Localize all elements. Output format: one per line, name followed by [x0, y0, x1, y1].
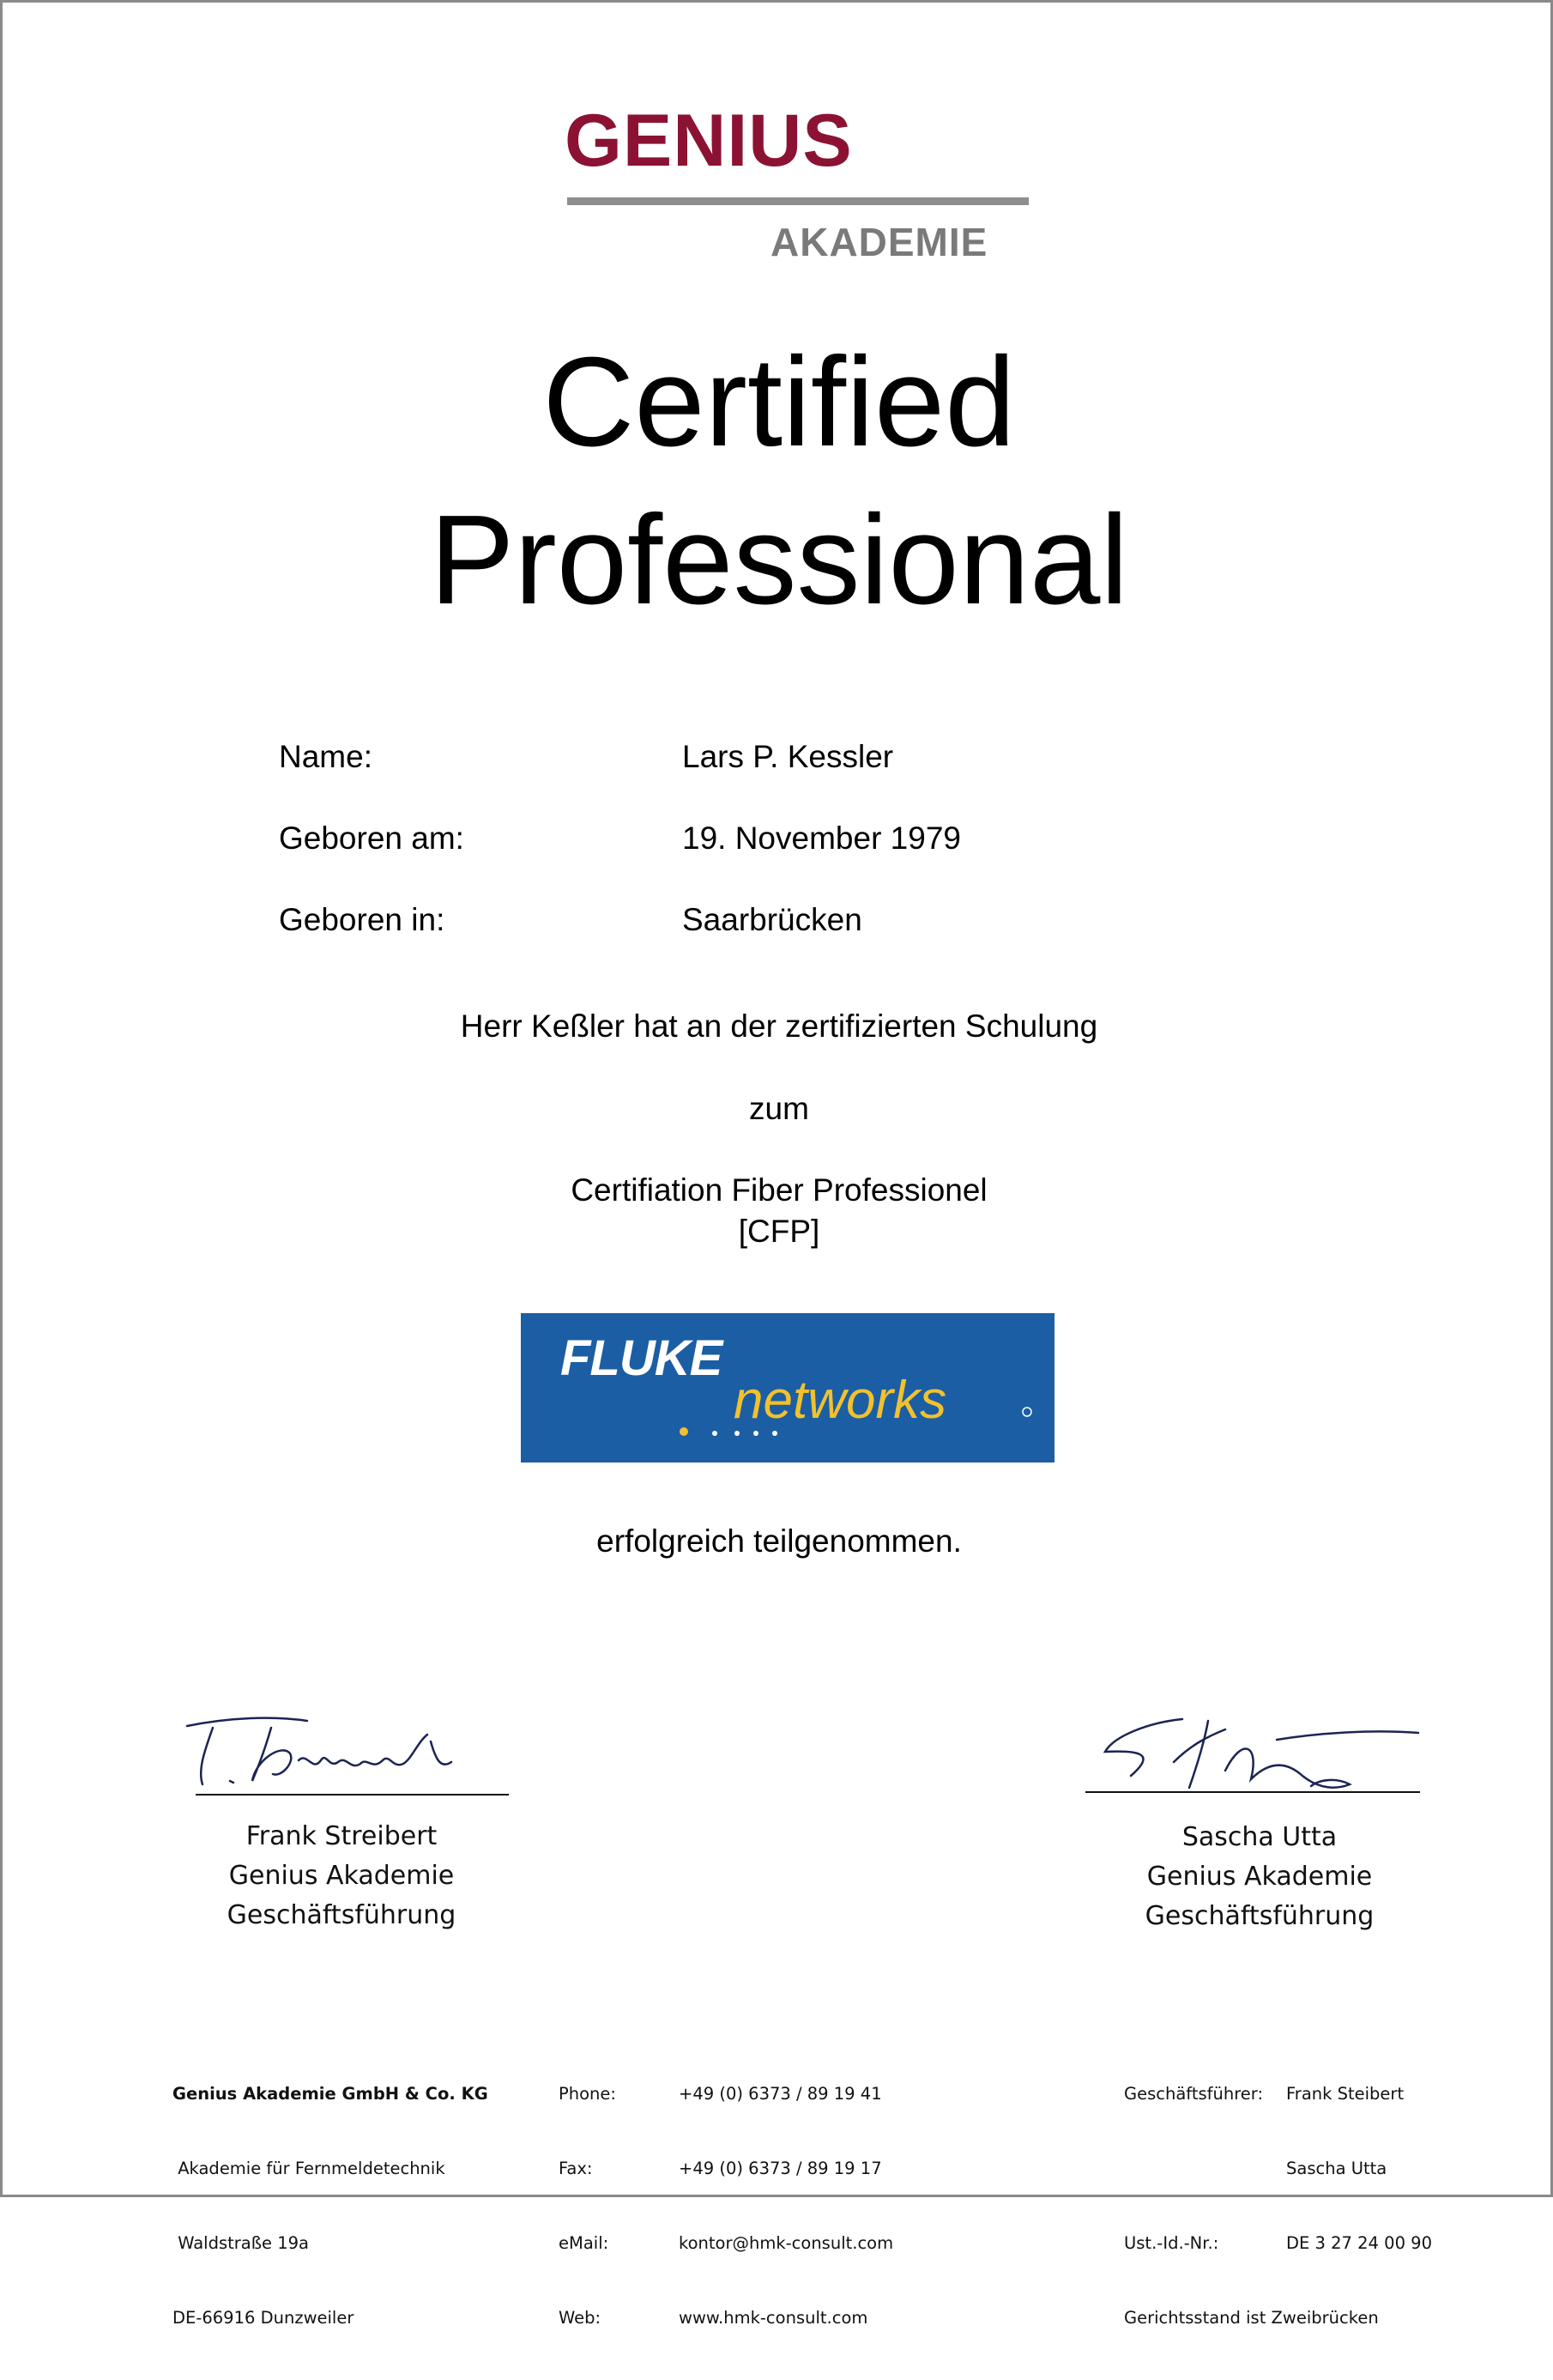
- footer-company: [172, 2032, 488, 2380]
- signatory-1-org: Genius Akademie: [228, 1861, 455, 1891]
- logo-dot-icon: [753, 1431, 758, 1436]
- signatory-2-block: [1109, 1818, 1410, 1936]
- footer-web-value[interactable]: www.hmk-consult.com: [679, 2308, 868, 2328]
- closing-text: erfolgreich teilgenommen.: [596, 1523, 962, 1559]
- fluke-networks-logo: [521, 1313, 1054, 1463]
- course-name: Certifiation Fiber Professionel: [571, 1172, 988, 1208]
- footer-company-line-2: Akademie für Fernmeldetechnik: [172, 2159, 445, 2178]
- logo-divider: [567, 197, 1029, 205]
- birthdate-value: 19. November 1979: [682, 821, 961, 856]
- birthplace-label: Geboren in:: [279, 902, 445, 937]
- signatory-1-role: Geschäftsführung: [227, 1900, 456, 1930]
- footer-legal-values: [1286, 2032, 1432, 2305]
- signatory-1-block: [200, 1817, 483, 1935]
- logo-dot-icon: [772, 1431, 777, 1436]
- fluke-logo-line-2: networks: [734, 1371, 947, 1430]
- signature-line: [1085, 1791, 1420, 1793]
- footer-company-line-4: DE-66916 Dunzweiler: [172, 2308, 354, 2328]
- connector-text: zum: [749, 1091, 809, 1126]
- birthdate-label: Geboren am:: [279, 821, 464, 856]
- fluke-networks-logo-graphic: [521, 1313, 1054, 1463]
- logo-dot-icon: [734, 1431, 740, 1436]
- logo-dot-icon: [680, 1427, 688, 1436]
- title-line-1: Certified: [542, 331, 1016, 473]
- footer-contact-labels: [559, 2032, 616, 2380]
- fluke-logo-line-1: FLUKE: [560, 1330, 722, 1386]
- footer-contact-values: [679, 2032, 893, 2380]
- footer-md-label: Geschäftsführer:: [1124, 2084, 1264, 2104]
- signatory-2-org: Genius Akademie: [1146, 1862, 1373, 1892]
- footer-company-name: Genius Akademie GmbH & Co. KG: [172, 2084, 488, 2104]
- signatory-1-name: Frank Streibert: [245, 1821, 438, 1851]
- footer-md-1: Frank Steibert: [1286, 2084, 1405, 2104]
- footer-vat-value: DE 3 27 24 00 90: [1286, 2233, 1432, 2253]
- logo-dot-icon: [712, 1431, 717, 1436]
- registered-mark-icon: [1023, 1408, 1031, 1416]
- name-label: Name:: [279, 739, 372, 774]
- logo-subtitle-text: AKADEMIE: [770, 220, 988, 264]
- footer-email-label: eMail:: [559, 2233, 609, 2253]
- signature-streibert: [178, 1709, 517, 1795]
- intro-text: Herr Keßler hat an der zertifizierten Schulung: [460, 1008, 1098, 1044]
- footer-email-value[interactable]: kontor@hmk-consult.com: [679, 2233, 894, 2253]
- birthplace-value: Saarbrücken: [682, 902, 862, 937]
- signatory-2-name: Sascha Utta: [1181, 1822, 1338, 1852]
- signatory-2-role: Geschäftsführung: [1145, 1901, 1375, 1931]
- title-line-2: Professional: [429, 489, 1129, 631]
- footer-vat-label: Ust.-Id.-Nr.:: [1124, 2233, 1219, 2253]
- course-code: [CFP]: [738, 1214, 820, 1249]
- footer-fax-label: Fax:: [559, 2159, 593, 2178]
- footer-fax-value: +49 (0) 6373 / 89 19 17: [679, 2159, 882, 2178]
- logo-brand-text: GENIUS: [565, 100, 853, 182]
- name-value: Lars P. Kessler: [682, 739, 894, 774]
- footer-court: Gerichtsstand ist Zweibrücken: [1124, 2308, 1379, 2328]
- footer-phone-label: Phone:: [559, 2084, 616, 2104]
- footer-md-2: Sascha Utta: [1286, 2159, 1387, 2178]
- footer-phone-value: +49 (0) 6373 / 89 19 41: [679, 2084, 882, 2104]
- footer-company-line-3: Waldstraße 19a: [172, 2233, 309, 2253]
- signature-line: [196, 1794, 509, 1796]
- footer-web-label: Web:: [559, 2308, 601, 2328]
